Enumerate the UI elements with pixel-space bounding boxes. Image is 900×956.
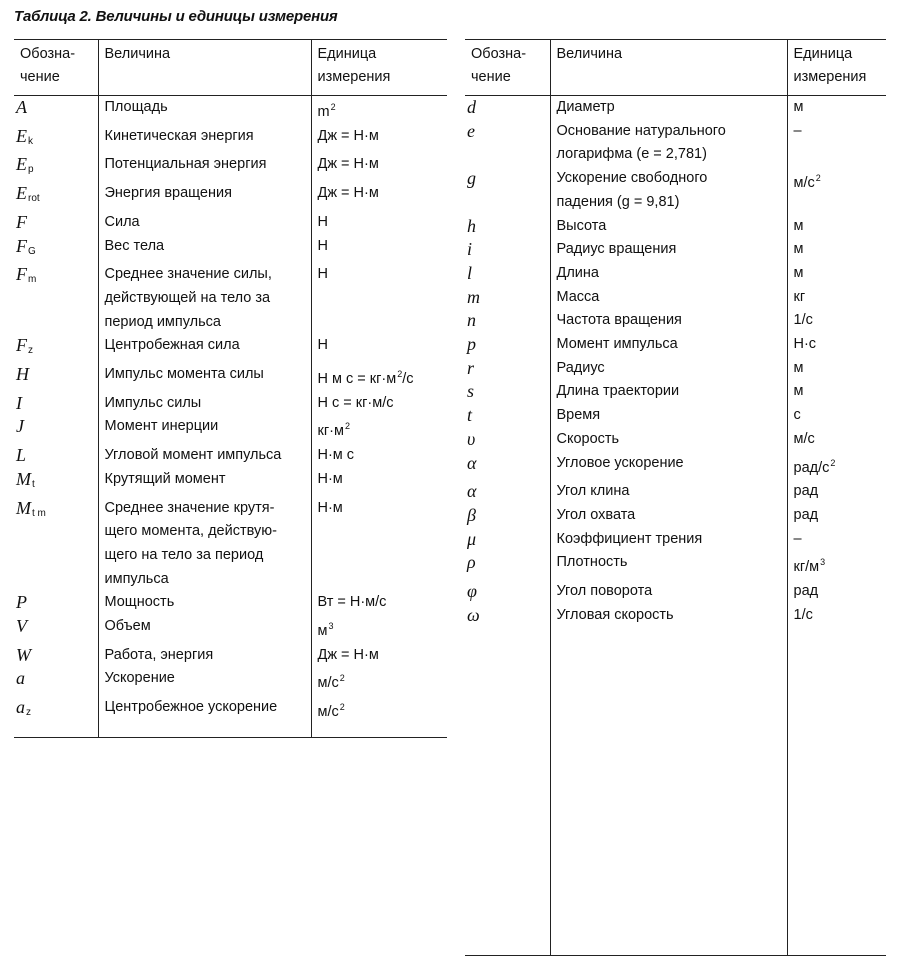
table-row xyxy=(465,333,886,357)
symbol-subscript: m xyxy=(28,274,37,286)
symbol-cell xyxy=(14,125,98,154)
symbol-text: F xyxy=(16,211,27,232)
symbol-cell xyxy=(465,238,550,262)
symbol-text: m xyxy=(467,286,480,307)
unit-cell xyxy=(787,309,886,333)
unit-text: Н xyxy=(317,337,328,354)
table-row xyxy=(14,211,447,235)
quantity-cell: Плотность xyxy=(550,551,787,580)
unit-text: м/с xyxy=(317,675,339,692)
symbol-cell xyxy=(465,262,550,286)
quantity-cell: Основание натурального логарифма (e = 2,781) xyxy=(550,120,787,167)
unit-cell xyxy=(787,286,886,310)
unit-cell xyxy=(311,334,447,363)
symbol-cell xyxy=(465,357,550,381)
unit-cell xyxy=(311,263,447,334)
unit-text: м/с xyxy=(793,430,815,447)
unit-cell xyxy=(311,96,447,125)
unit-cell xyxy=(787,215,886,239)
quantity-cell: Длина xyxy=(550,262,787,286)
symbol-subscript: z xyxy=(26,707,31,719)
table-row xyxy=(465,380,886,404)
symbol-text: J xyxy=(16,416,24,437)
symbol-text: p xyxy=(467,334,476,355)
unit-cell xyxy=(311,667,447,696)
unit-suffix: /с xyxy=(402,371,414,388)
symbol-text: d xyxy=(467,97,476,117)
header-symbol: Обозна- чение xyxy=(465,40,550,96)
symbol-cell xyxy=(465,380,550,404)
unit-cell xyxy=(787,96,886,120)
table-row xyxy=(465,551,886,580)
unit-cell xyxy=(311,644,447,668)
table-row xyxy=(14,497,447,592)
symbol-cell xyxy=(465,286,550,310)
quantity-cell: Масса xyxy=(550,286,787,310)
symbol-subscript: t m xyxy=(32,507,46,519)
quantity-cell: Сила xyxy=(98,211,311,235)
unit-cell xyxy=(311,468,447,497)
symbol-cell xyxy=(14,96,98,125)
unit-cell xyxy=(311,153,447,182)
quantity-cell: Потенциальная энергия xyxy=(98,153,311,182)
unit-text: м xyxy=(793,217,804,234)
quantity-cell: Ускорение xyxy=(98,667,311,696)
unit-text: – xyxy=(793,530,802,547)
symbol-subscript: G xyxy=(28,245,36,257)
unit-text: Н xyxy=(317,237,328,254)
table-row xyxy=(14,334,447,363)
unit-cell xyxy=(787,452,886,481)
quantity-cell: Центробежная сила xyxy=(98,334,311,363)
table-row xyxy=(14,615,447,644)
table-row xyxy=(465,357,886,381)
table-row xyxy=(14,644,447,668)
unit-exponent: 2 xyxy=(830,457,836,468)
unit-cell xyxy=(311,392,447,416)
quantities-table-left xyxy=(14,39,447,738)
symbol-text: E xyxy=(16,154,27,175)
table-row xyxy=(465,309,886,333)
symbol-text: P xyxy=(16,592,27,613)
symbol-cell xyxy=(14,392,98,416)
symbol-subscript: t xyxy=(32,478,35,490)
unit-text: Дж = Н·м xyxy=(317,156,379,173)
symbol-text: F xyxy=(16,235,27,256)
symbol-cell xyxy=(465,428,550,452)
unit-text: кг xyxy=(793,288,806,305)
table-row xyxy=(465,504,886,528)
table-row xyxy=(14,96,447,125)
symbol-cell xyxy=(465,404,550,428)
table-row xyxy=(465,480,886,504)
unit-exponent: 2 xyxy=(344,421,350,432)
quantity-cell: Частота вращения xyxy=(550,309,787,333)
symbol-text: W xyxy=(16,644,31,665)
symbol-text: I xyxy=(16,392,22,413)
table-row xyxy=(14,392,447,416)
unit-text: Дж = Н·м xyxy=(317,646,379,663)
quantity-cell: Мощность xyxy=(98,591,311,615)
unit-exponent: 2 xyxy=(815,173,821,184)
quantity-cell: Крутящий момент xyxy=(98,468,311,497)
quantity-cell: Площадь xyxy=(98,96,311,125)
unit-exponent: 2 xyxy=(339,702,345,713)
unit-text: Н·с xyxy=(793,336,817,353)
unit-text: рад xyxy=(793,483,819,500)
table-row xyxy=(465,215,886,239)
quantity-cell: Скорость xyxy=(550,428,787,452)
quantity-cell: Импульс момента силы xyxy=(98,363,311,392)
table-row xyxy=(465,604,886,628)
unit-cell xyxy=(787,528,886,552)
quantity-cell: Среднее значение крутя- щего момента, действую- щего на тело за период импульса xyxy=(98,497,311,592)
symbol-text: l xyxy=(467,262,473,283)
empty-cell xyxy=(465,627,550,956)
quantity-cell: Работа, энергия xyxy=(98,644,311,668)
unit-cell xyxy=(311,415,447,444)
unit-text: м/с xyxy=(793,175,815,192)
symbol-cell xyxy=(465,215,550,239)
quantity-cell: Вес тела xyxy=(98,235,311,264)
unit-cell xyxy=(787,238,886,262)
symbol-text: φ xyxy=(467,581,477,602)
unit-text: м xyxy=(317,623,328,640)
header-quantity: Величина xyxy=(550,40,787,96)
symbol-text: g xyxy=(467,168,476,189)
header-unit: Единица измерения xyxy=(311,40,447,96)
unit-cell xyxy=(311,615,447,644)
symbol-text: a xyxy=(16,668,25,689)
symbol-text: α xyxy=(467,481,477,502)
symbol-cell xyxy=(465,528,550,552)
unit-text: м xyxy=(793,241,804,258)
unit-text: кг/м xyxy=(793,559,820,576)
unit-text: Н·м с xyxy=(317,447,355,464)
table-row xyxy=(465,286,886,310)
symbol-cell xyxy=(14,263,98,334)
table-row xyxy=(14,667,447,696)
unit-cell xyxy=(787,604,886,628)
unit-exponent: 2 xyxy=(330,102,336,112)
unit-cell xyxy=(311,363,447,392)
symbol-text: β xyxy=(467,504,476,525)
quantities-table-right xyxy=(465,39,886,956)
table-row xyxy=(465,167,886,214)
symbol-cell xyxy=(465,167,550,214)
quantity-cell: Длина траектории xyxy=(550,380,787,404)
table-row xyxy=(465,96,886,120)
table-row xyxy=(465,404,886,428)
unit-cell xyxy=(787,504,886,528)
unit-text: м xyxy=(793,359,804,376)
symbol-text: e xyxy=(467,120,475,141)
unit-cell xyxy=(787,357,886,381)
unit-text: Н с = кг·м/с xyxy=(317,394,394,411)
quantity-cell: Угловой момент импульса xyxy=(98,444,311,468)
unit-cell xyxy=(311,696,447,738)
symbol-text: M xyxy=(16,468,31,489)
table-row xyxy=(14,591,447,615)
symbol-cell xyxy=(465,309,550,333)
symbol-cell xyxy=(14,235,98,264)
unit-text: м xyxy=(793,99,804,115)
unit-exponent: 3 xyxy=(328,621,334,632)
quantity-cell: Среднее значение силы, действующей на тело за период импульса xyxy=(98,263,311,334)
symbol-text: a xyxy=(16,697,25,718)
symbol-cell xyxy=(14,497,98,592)
unit-text: Н·м xyxy=(317,470,343,487)
unit-text: – xyxy=(793,122,802,139)
quantity-cell: Коэффициент трения xyxy=(550,528,787,552)
unit-text: Н м с = кг·м xyxy=(317,371,397,388)
symbol-text: υ xyxy=(467,428,476,449)
symbol-text: E xyxy=(16,125,27,146)
quantity-cell: Угол поворота xyxy=(550,580,787,604)
unit-cell xyxy=(787,551,886,580)
symbol-text: ω xyxy=(467,604,480,625)
unit-text: рад xyxy=(793,506,819,523)
unit-cell xyxy=(787,480,886,504)
quantity-cell: Диаметр xyxy=(550,96,787,120)
unit-text: Н xyxy=(317,213,328,230)
symbol-cell xyxy=(14,696,98,738)
unit-text: Дж = Н·м xyxy=(317,127,379,144)
unit-cell xyxy=(311,211,447,235)
quantity-cell: Радиус xyxy=(550,357,787,381)
unit-cell xyxy=(787,333,886,357)
symbol-subscript: z xyxy=(28,345,33,357)
quantity-cell: Радиус вращения xyxy=(550,238,787,262)
quantity-cell: Объем xyxy=(98,615,311,644)
unit-cell xyxy=(787,380,886,404)
symbol-text: n xyxy=(467,310,476,331)
symbol-cell xyxy=(14,363,98,392)
table-row xyxy=(14,153,447,182)
symbol-text: A xyxy=(16,97,27,117)
symbol-cell xyxy=(14,468,98,497)
symbol-text: H xyxy=(16,364,29,385)
unit-text: м xyxy=(793,264,804,281)
unit-exponent: 2 xyxy=(397,369,403,380)
table-row xyxy=(465,262,886,286)
symbol-cell xyxy=(465,480,550,504)
table-row xyxy=(465,580,886,604)
unit-exponent: 2 xyxy=(339,673,345,684)
symbol-text: E xyxy=(16,183,27,204)
symbol-subscript: p xyxy=(28,164,34,176)
unit-text: с xyxy=(793,407,801,424)
unit-cell xyxy=(311,235,447,264)
table-row xyxy=(465,238,886,262)
table-row xyxy=(465,428,886,452)
symbol-cell xyxy=(14,153,98,182)
symbol-text: α xyxy=(467,452,477,473)
symbol-text: μ xyxy=(467,528,477,549)
unit-cell xyxy=(311,444,447,468)
symbol-cell xyxy=(465,452,550,481)
table-row xyxy=(14,125,447,154)
unit-cell xyxy=(311,497,447,592)
unit-text: рад/с xyxy=(793,459,830,476)
unit-text: м/с xyxy=(317,704,339,721)
unit-cell xyxy=(787,428,886,452)
symbol-text: h xyxy=(467,215,476,236)
symbol-cell xyxy=(14,644,98,668)
unit-cell xyxy=(311,591,447,615)
symbol-cell xyxy=(14,334,98,363)
symbol-cell xyxy=(465,604,550,628)
unit-cell xyxy=(311,182,447,211)
unit-cell xyxy=(787,120,886,167)
header-quantity: Величина xyxy=(98,40,311,96)
unit-text: м xyxy=(793,383,804,400)
unit-cell xyxy=(311,125,447,154)
empty-filler-row xyxy=(465,627,886,956)
quantity-cell: Угол клина xyxy=(550,480,787,504)
table-row xyxy=(14,235,447,264)
unit-exponent: 3 xyxy=(820,557,826,568)
symbol-subscript: k xyxy=(28,135,33,147)
symbol-subscript: rot xyxy=(28,193,40,205)
unit-cell xyxy=(787,167,886,214)
unit-text: m xyxy=(317,104,330,120)
unit-cell xyxy=(787,262,886,286)
header-symbol: Обозна- чение xyxy=(14,40,98,96)
table-row xyxy=(14,415,447,444)
symbol-text: V xyxy=(16,616,27,637)
symbol-cell xyxy=(465,333,550,357)
symbol-text: F xyxy=(16,335,27,356)
quantity-cell: Кинетическая энергия xyxy=(98,125,311,154)
table-row xyxy=(14,182,447,211)
symbol-text: L xyxy=(16,445,27,466)
unit-text: Н·м xyxy=(317,499,343,516)
symbol-cell xyxy=(14,211,98,235)
quantity-cell: Угол охвата xyxy=(550,504,787,528)
unit-text: рад xyxy=(793,583,819,600)
table-row xyxy=(465,120,886,167)
quantity-cell: Угловая скорость xyxy=(550,604,787,628)
quantity-cell: Время xyxy=(550,404,787,428)
empty-cell xyxy=(550,627,787,956)
table-row xyxy=(14,363,447,392)
symbol-text: s xyxy=(467,381,475,402)
symbol-text: i xyxy=(467,239,473,260)
quantity-cell: Высота xyxy=(550,215,787,239)
unit-text: Н xyxy=(317,266,328,283)
unit-text: Дж = Н·м xyxy=(317,185,379,202)
table-row xyxy=(465,452,886,481)
symbol-text: ρ xyxy=(467,552,476,573)
quantity-cell: Центробежное ускорение xyxy=(98,696,311,738)
table-caption: Таблица 2. Величины и единицы измерения xyxy=(14,8,338,25)
unit-text: 1/с xyxy=(793,606,813,623)
empty-cell xyxy=(787,627,886,956)
table-row xyxy=(14,263,447,334)
symbol-text: F xyxy=(16,264,27,285)
quantity-cell: Импульс силы xyxy=(98,392,311,416)
table-row xyxy=(14,468,447,497)
symbol-cell xyxy=(465,96,550,120)
quantity-cell: Момент инерции xyxy=(98,415,311,444)
quantity-cell: Энергия вращения xyxy=(98,182,311,211)
symbol-cell xyxy=(14,591,98,615)
symbol-cell xyxy=(465,580,550,604)
symbol-cell xyxy=(465,551,550,580)
unit-cell xyxy=(787,404,886,428)
symbol-text: t xyxy=(467,405,473,426)
table-row xyxy=(14,696,447,738)
table-row xyxy=(465,528,886,552)
quantity-cell: Момент импульса xyxy=(550,333,787,357)
unit-text: 1/с xyxy=(793,312,813,329)
table-row xyxy=(14,444,447,468)
unit-text: Вт = Н·м/с xyxy=(317,594,387,611)
symbol-cell xyxy=(14,615,98,644)
quantity-cell: Ускорение свободного падения (g = 9,81) xyxy=(550,167,787,214)
symbol-cell xyxy=(465,504,550,528)
symbol-text: M xyxy=(16,497,31,518)
symbol-cell xyxy=(465,120,550,167)
symbol-text: r xyxy=(467,357,475,378)
symbol-cell xyxy=(14,182,98,211)
symbol-cell xyxy=(14,444,98,468)
unit-cell xyxy=(787,580,886,604)
header-unit: Единица измерения xyxy=(787,40,886,96)
quantity-cell: Угловое ускорение xyxy=(550,452,787,481)
symbol-cell xyxy=(14,667,98,696)
unit-text: кг·м xyxy=(317,423,344,440)
symbol-cell xyxy=(14,415,98,444)
